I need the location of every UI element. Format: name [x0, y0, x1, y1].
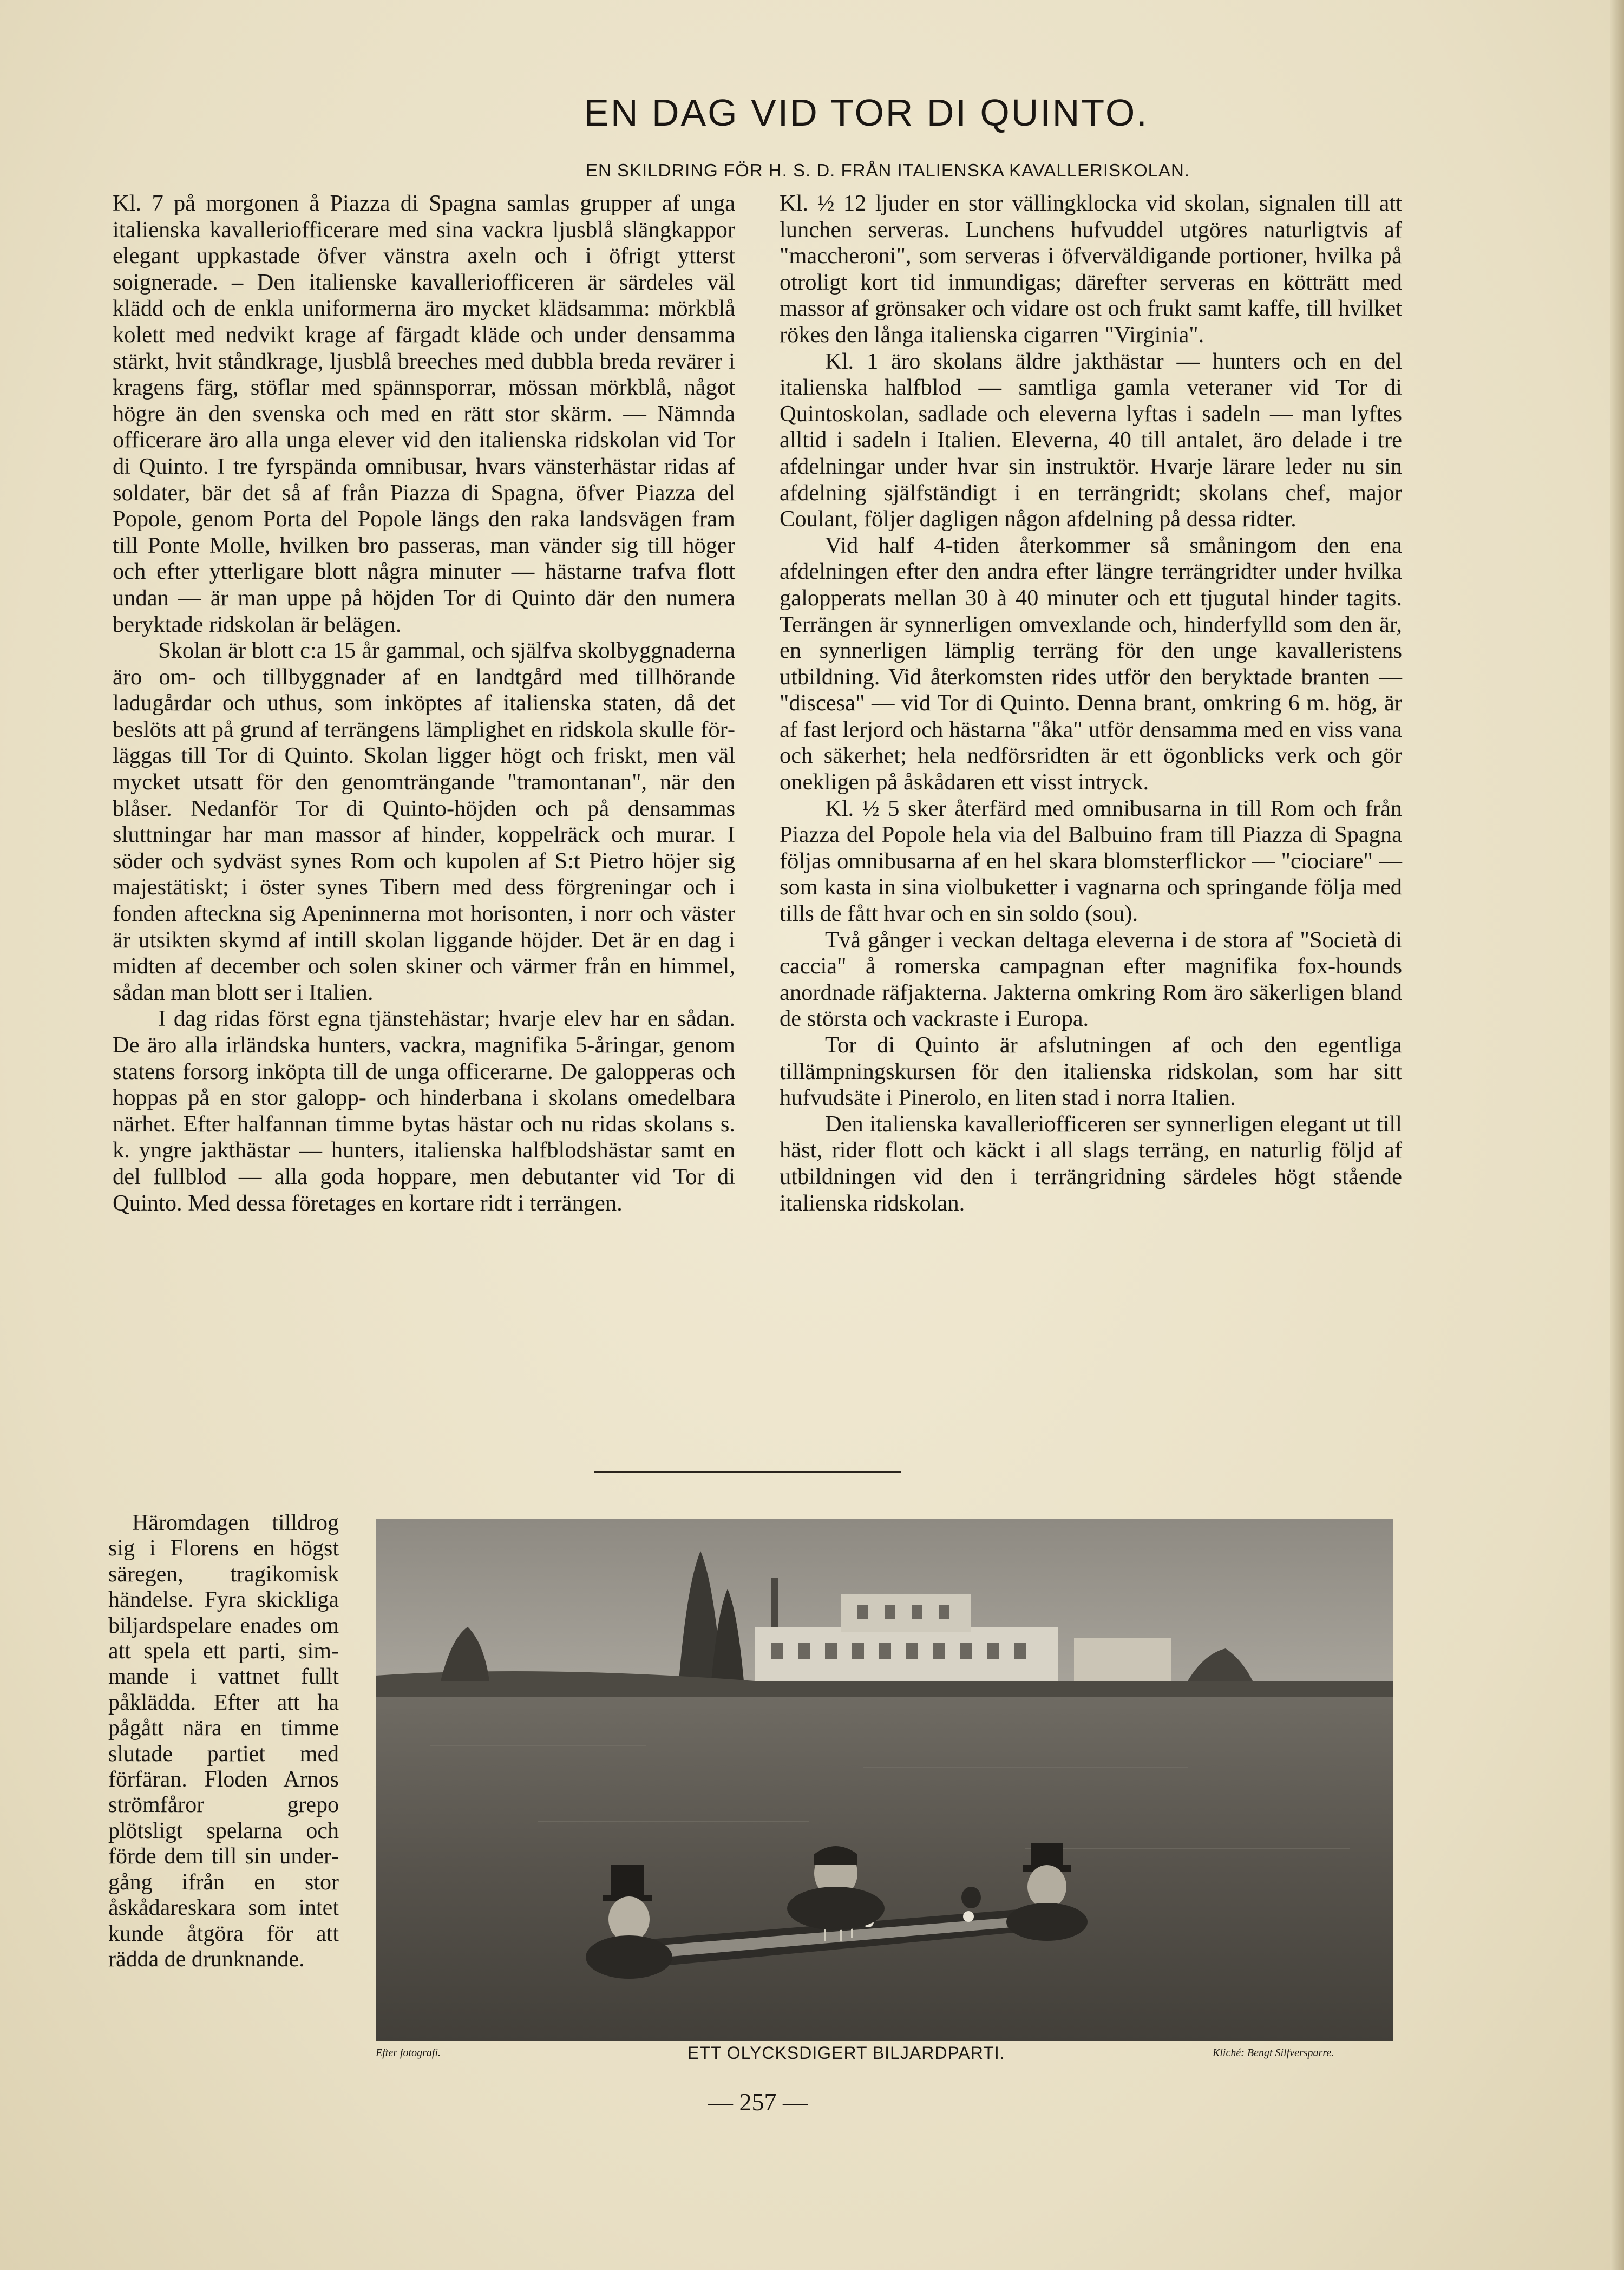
photo-illustration	[376, 1519, 1393, 2041]
paragraph: Kl. 1 äro skolans äldre jakthästar — hunters och en del italienska halfblod — samtliga gamla veteraner vid Tor di Quintoskolan, sadlade och eleverna lyftas i sadeln — man lyftes alltid i sadeln i Italien. Eleverna, 40 till antalet, äro delade i tre afdelningar under hvar sin instruktör. Hvarje lärare leder nu sin afdelning själfständigt i en terrängridt; skolans chef, major Coulant, följer dagligen någon afdelning på dessa ridter.	[780, 348, 1402, 532]
article-right-column	[780, 191, 1402, 1216]
paragraph: Tor di Quinto är afslutningen af och den egentliga tillämpningskursen för den italienska ridskolan, som har sitt hufvudsäte i Pinerolo, en liten stad i norra Italien.	[780, 1032, 1402, 1111]
anecdote-column	[108, 1510, 339, 1972]
billiards-photograph	[376, 1519, 1393, 2041]
engraving-credit: Kliché: Bengt Silfversparre.	[1213, 2047, 1334, 2059]
paragraph: Kl. ½ 5 sker återfärd med omnibusarna in till Rom och från Piazza del Popole hela via del Balbuino fram till Piazza di Spagna följas omnibusarna af en hel skara blomsterflickor — "ciociare" — som kasta in sina violbuketter i vagnarna och springande följa med tills de fått hvar och en sin soldo (sou).	[780, 795, 1402, 927]
paragraph: Två gånger i veckan deltaga eleverna i de stora af "Società di caccia" å romerska campagnan efter magnifika fox-hounds anordnade räfjakterna. Jakterna omkring Rom äro säkerligen bland de största och vackraste i Europa.	[780, 927, 1402, 1032]
photo-caption: ETT OLYCKSDIGERT BILJARDPARTI.	[687, 2043, 1005, 2063]
page-number: — 257 —	[708, 2088, 808, 2116]
article-subtitle: EN SKILDRING FÖR H. S. D. FRÅN ITALIENSKA KAVALLERISKOLAN.	[585, 160, 1190, 180]
paragraph: Kl. ½ 12 ljuder en stor vällingklocka vid skolan, signalen till att lunchen serveras. Lunchens hufvuddel utgöres naturligtvis af "maccheroni", som serveras i öfverväldigande portioner, hvilka på otroligt kort tid inmundigas; därefter serveras en kötträtt med massor af grönsaker och vidare ost och frukt samt kaffe, till hvilket rökes den långa italienska cigarren "Virginia".	[780, 191, 1402, 348]
photo-credit: Efter fotografi.	[376, 2047, 441, 2059]
paragraph: Vid half 4-tiden återkommer så småningom den ena afdelningen efter den andra efter längre terrängridter under hvilka galopperats mellan 30 à 40 minuter och ett tjugutal hinder tagits. Terrängen är synnerligen omvexlande och, hinderfylld som den är, en synnerligen lämplig terräng för den unge kavalleristens utbildning. Vid återkomsten rides utför den beryktade branten — "discesa" — vid Tor di Quinto. Denna brant, omkring 6 m. hög, är af fast lerjord och hästarna "åka" utför densamma med en viss vana och säkerhet; hela nedförsridten är ett ögonblicks verk och gör onekligen på åskådaren ett visst intryck.	[780, 532, 1402, 795]
article-title: EN DAG VID TOR DI QUINTO.	[584, 91, 1149, 134]
anecdote-text: Häromdagen tilldrog sig i Florens en högst säregen, tragikomisk händelse. Fyra skickliga biljardspelare enades om att spela ett parti, simmande i vattnet fullt påklädda. Efter att ha pågått nära en timme slutade partiet med förfäran. Floden Arnos strömfåror grepo plötsligt spelarna och förde dem till sin undergång ifrån en stor åskådareskara som intet kunde åtgöra för att rädda de drunknande.	[108, 1510, 339, 1972]
paragraph: Kl. 7 på morgonen å Piazza di Spagna samlas grupper af unga italienska kavalleriofficerare med sina vackra ljusblå slängkappor elegant uppkastade öfver vänstra axeln och i öfrigt ytterst soignerade. – Den italienske kavalleriofficeren är särdeles väl klädd och de enkla uniformerna äro mycket klädsamma: mörkblå kolett med nedvikt krage af färgadt kläde och under densamma stärkt, hvit ståndkrage, ljusblå breeches med dubbla breda revärer i kragens färg, stöflar med spännsporrar, mössan mörkblå, något högre än den svenska och med en rätt stor skärm. — Nämnda officerare äro alla unga elever vid den italienska ridskolan vid Tor di Quinto. I tre fyrspända omnibusar, hvars vänsterhästar ridas af soldater, bär det så af från Piazza di Spagna, öfver Piazza del Popole, genom Porta del Popole längs den raka landsvägen fram till Ponte Molle, hvilken bro passeras, man vänder sig till höger och efter ytterligare blott några minuter — hästarne trafva flott undan — är man uppe på höjden Tor di Quinto där den numera beryktade ridskolan är belägen.	[113, 191, 735, 637]
paragraph: Den italienska kavalleriofficeren ser synnerligen elegant ut till häst, rider flott och käckt i all slags terräng, en naturlig följd af utbildningen vid den i terrängridning särdeles högt stående italienska ridskolan.	[780, 1111, 1402, 1216]
section-divider	[594, 1471, 901, 1473]
paragraph: Skolan är blott c:a 15 år gammal, och själfva skolbyggnaderna äro om- och tillbyggnader af en landtgård med tillhörande ladugårdar och uthus, som inköptes af italienska staten, då det beslöts att på grund af terrängens lämplighet en ridskola skulle förläggas till Tor di Quinto. Skolan ligger högt och friskt, men väl mycket utsatt för den genomträngande "tramontanan", när den blåser. Nedanför Tor di Quinto-höjden och på densammas sluttningar har man massor af hinder, koppelräck och murar. I söder och sydväst synes Rom och kupolen af S:t Pietro höjer sig majestätiskt; i öster synes Tibern med dess förgreningar och i fonden afteckna sig Apeninnerna mot horisonten, i norr och väster är utsikten skymd af intill skolan liggande höjder. Det är en dag i midten af december och solen skiner och värmer från en himmel, sådan man blott ser i Italien.	[113, 638, 735, 1005]
page-edge	[1610, 0, 1624, 2270]
article-left-column	[113, 191, 735, 1216]
paragraph: I dag ridas först egna tjänstehästar; hvarje elev har en sådan. De äro alla irländska hunters, vackra, magnifika 5-åringar, genom statens forsorg inköpta till de unga officerarne. De galopperas och hoppas på en stor galopp- och hinderbana i skolans omedelbara närhet. Efter halfannan timme bytas hästar och nu ridas skolans s. k. yngre jakthästar — hunters, italienska halfblodshästar samt en del fullblod — alla goda hoppare, men debutanter vid Tor di Quinto. Med dessa företages en kortare ridt i terrängen.	[113, 1006, 735, 1216]
